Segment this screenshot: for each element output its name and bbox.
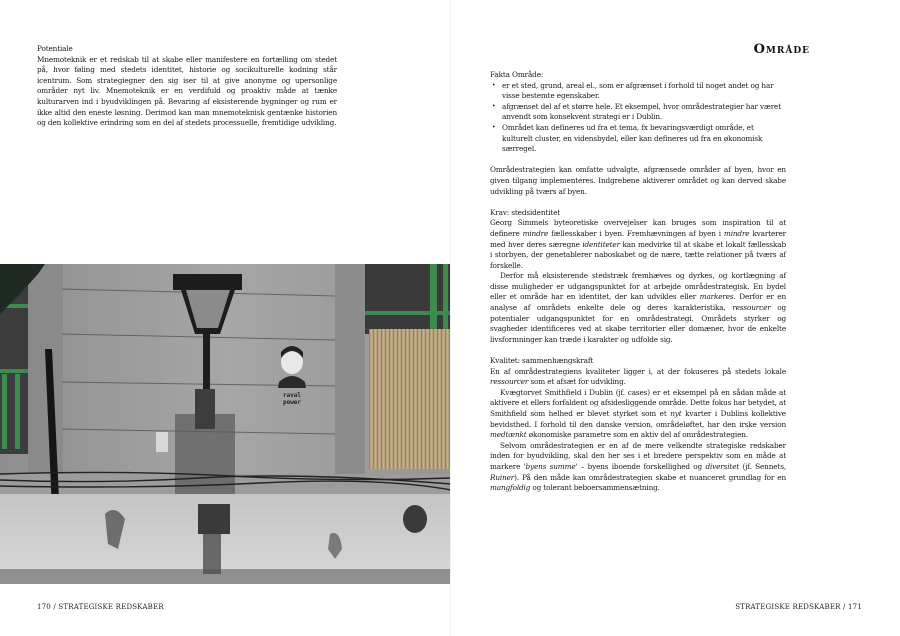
facts-title: Fakta Område: — [490, 70, 544, 79]
kvalitet-paragraph-3: Selvom områdestrategien er en af de mere velkendte strategiske redskaber inden for byudvikling, skal den her ses i et bredere perspektiv som en måde at markere 'byens summe' – byens iboende forskellighed og diversitet (jf. Sennets, Ruiner). På den måde kan områdestrategien skabe et nuanceret grundlag for en mangfoldig og tolerant beboersammensætning. — [490, 440, 786, 493]
potentiale-section — [37, 44, 337, 129]
fact-item: • afgrænset del af et større hele. Et eksempel, hvor områdestrategier har været anvendt som konsekvent strategi er i Dublin. — [490, 102, 786, 123]
chapter-heading: Område — [753, 42, 810, 57]
fact-item: • Området kan defineres ud fra et tema, fx bevaringsværdigt område, et kulturelt cluster, en vidensbydel, eller kan defineres ud fra en økonomisk særregel. — [490, 123, 786, 155]
stencil-text-line2: power — [282, 399, 302, 406]
street-photo — [0, 264, 451, 584]
krav-paragraph-2: Derfor må eksisterende stedstræk fremhæves og dyrkes, og kortlægning af disse muligheder er udgangspunktet for at arbejde områdestrategisk. En bydel eller et område har en identitet, der kan udvikles eller markeres. Derfor er en analyse af områdets enkelte dele og deres karakteristika, ressourcer og potentialer udgangspunktet for en områdestrategi. Områdets styrker og svagheder identificeres ved at skabe territorier eller domæner, hvor de enkelte livsformninger kan træde i karakter og udfolde sig. — [490, 271, 787, 344]
section-title-krav: Krav: stedsidentitet — [490, 207, 561, 217]
page-footer-right: STRATEGISKE REDSKABER / 171 — [735, 603, 862, 611]
stencil-text-line1: raval — [282, 392, 302, 399]
section-title-kvalitet: Kvalitet: sammenhængskraft — [490, 356, 594, 366]
kvalitet-paragraph-1: En af områdestrategiens kvaliteter ligger i, at der fokuseres på stedets lokale ressourcer som et afsæt for udvikling. — [490, 366, 786, 387]
right-column — [490, 70, 786, 494]
right-window — [365, 264, 451, 469]
section-title-potentiale: Potentiale — [37, 44, 73, 53]
fact-item: • er et sted, grund, areal el., som er afgrænset i forhold til noget andet og har visse bestemte egenskaber. — [490, 81, 786, 102]
intro-paragraph: Områdestrategien kan omfatte udvalgte, afgrænsede områder af byen, hvor en given tilgang implementeres. Indgrebene aktiverer området og kan derved skabe udvikling på tværs af byen. — [490, 165, 786, 196]
page-footer-left: 170 / STRATEGISKE REDSKABER — [37, 603, 164, 611]
kvalitet-paragraph-2: Kvægtorvet Smithfield i Dublin (jf. cases) er et eksempel på en sådan måde at aktivere et ellers forfaldent og afsidesliggende område. Dette fokus har betydet, at Smithfield som helhed er blevet styrket som et nyt kvarter i Dublins kollektive bevidsthed. I forhold til den danske version, områdeløftet, har den irske version medtænkt økonomiske parametre som en aktiv del af områdestrategien. — [490, 387, 786, 440]
facts-list — [490, 81, 786, 155]
krav-paragraph-1: Georg Simmels byteoretiske overvejelser kan bruges som inspiration til at definere mindre fællesskaber i byen. Fremhævningen af byen i mindre kvarterer med hver deres særegne identiteter kan medvirke til at skabe et lokalt fællesskab i storbyen, der genetablerer naboskabet og de nære, tætte relationer på tværs af forskelle. — [490, 218, 786, 270]
potentiale-paragraph: Mnemoteknik er et redskab til at skabe eller manifestere en fortælling om stedet på, hvor føling med stedets identitet, historie og socikulturelle kodning står icentrum. Som strategiegner den sig iser til at give anonyme og upersonlige områder nyt liv. Mnemoteknik er en verdifuld og proaktiv måde at tænke kulturarven ind i byudviklingen på. Bevaring af eksisterende bygninger og rum er ikke altid den eneste løsning. Derimod kan man mnemoteknisk gentænke historien og den kollektive erindring som en del af stedets processuelle, fremtidige udvikling. — [37, 54, 337, 128]
